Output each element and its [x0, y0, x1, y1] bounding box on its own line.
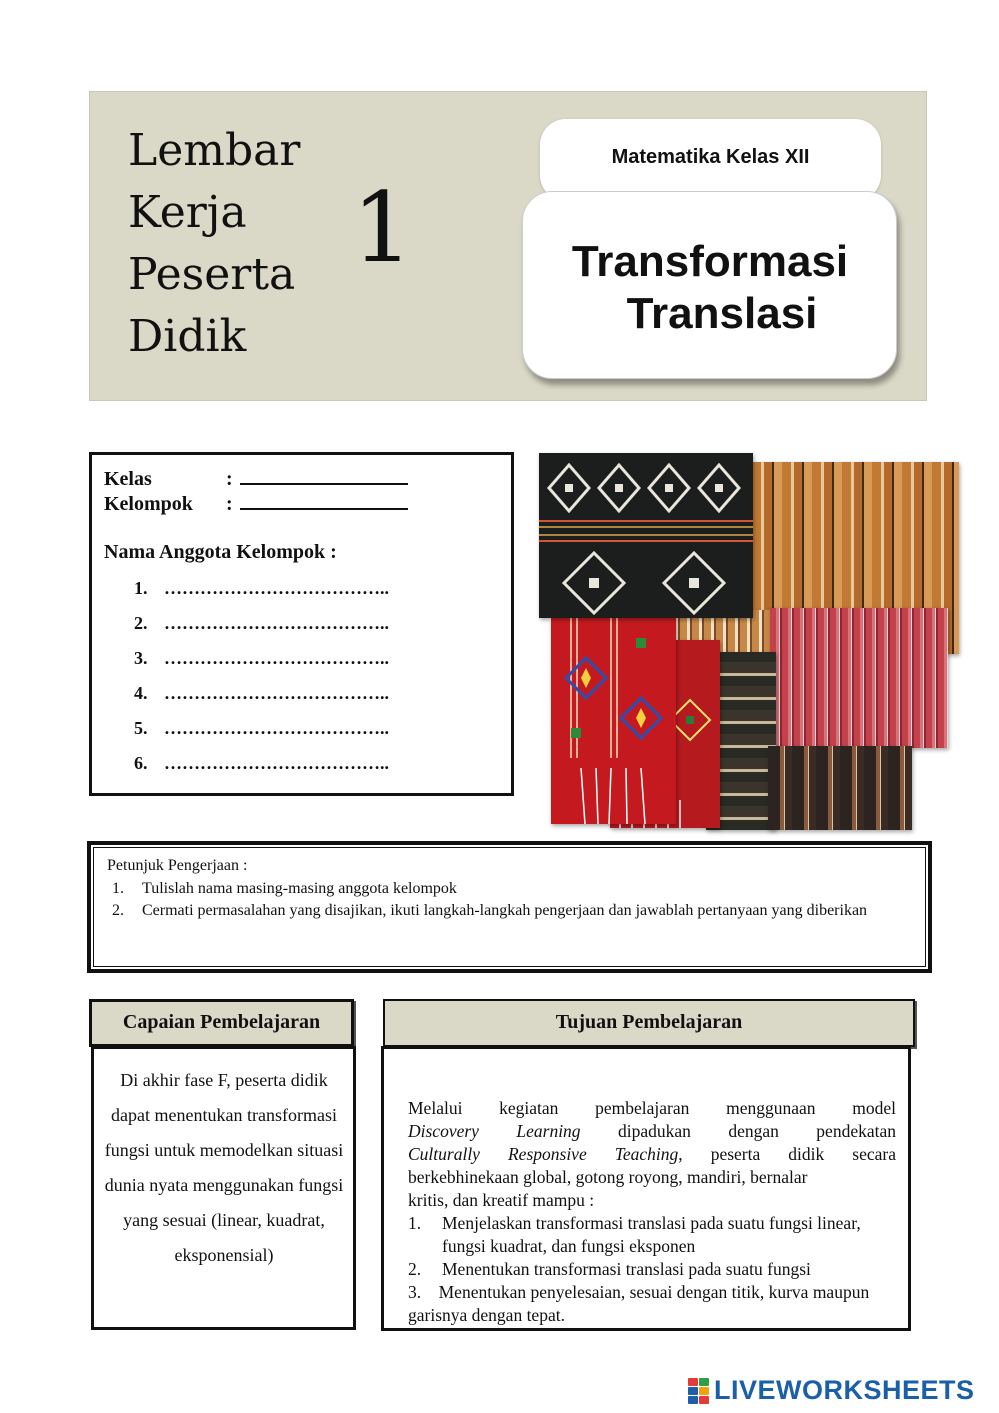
member-number: 5. [134, 718, 148, 738]
member-number: 4. [134, 683, 148, 703]
worksheet-number: 1 [352, 172, 414, 284]
kelompok-label: Kelompok [104, 493, 193, 515]
tujuan-title: Tujuan Pembelajaran [555, 1011, 743, 1033]
intro-line: kritis, dan kreatif mampu : [408, 1190, 595, 1210]
tujuan-item [408, 1258, 896, 1281]
topic-line: Transformasi [571, 237, 849, 286]
liveworksheets-logo[interactable] [688, 1375, 975, 1406]
kelas-row [104, 467, 408, 491]
tujuan-number: 2. [408, 1259, 422, 1279]
tujuan-item [408, 1212, 896, 1258]
capaian-title: Capaian Pembelajaran [122, 1011, 321, 1033]
member-number: 2. [134, 613, 148, 633]
tujuan-number: 1. [408, 1213, 422, 1233]
title-line: Lembar [128, 125, 301, 176]
instruction-number: 1. [112, 880, 124, 897]
liveworksheets-logo-icon [688, 1378, 710, 1404]
logo-block [699, 1387, 709, 1395]
logo-block [699, 1396, 709, 1404]
member-row[interactable] [134, 613, 389, 634]
tujuan-item-text [408, 1282, 869, 1325]
colon: : [226, 493, 233, 515]
topic-title [560, 236, 860, 340]
subject-label: Matematika Kelas XII [611, 146, 810, 168]
intro-rest: dipadukan dengan pendekatan [580, 1121, 896, 1141]
member-blank[interactable]: ……………………………….. [164, 683, 389, 703]
tujuan-number: 3. [408, 1282, 422, 1302]
kelompok-row [104, 492, 408, 516]
title-line: Peserta [128, 249, 296, 300]
black-ikat-textile [539, 453, 753, 618]
logo-text: LIVEWORKSHEETS [714, 1375, 975, 1405]
member-blank[interactable]: ……………………………….. [164, 718, 389, 738]
title-line: Didik [128, 311, 247, 362]
kelas-field[interactable] [240, 467, 408, 485]
capaian-text: Di akhir fase F, peserta didik dapat menentukan transformasi fungsi untuk memodelkan situasi dunia nyata menggunakan fungsi yang sesuai (linear, kuadrat, eksponensial) [104, 1070, 344, 1265]
member-blank[interactable]: ……………………………….. [164, 613, 389, 633]
brown-ikat-textile [768, 746, 912, 830]
intro-line: berkebhinekaan global, gotong royong, mandiri, bernalar [408, 1167, 808, 1187]
instruction-number: 2. [112, 902, 124, 919]
red-striped-textile [770, 608, 948, 748]
tujuan-text [408, 1097, 896, 1327]
intro-line [408, 1143, 896, 1166]
red-woven-textile [551, 618, 676, 824]
topic-line: Translasi [626, 289, 818, 338]
instruction-text: Cermati permasalahan yang disajikan, ikuti langkah-langkah pengerjaan dan jawablah pertanyaan yang diberikan [142, 902, 868, 919]
members-heading: Nama Anggota Kelompok : [104, 541, 337, 563]
member-row[interactable] [134, 718, 389, 739]
intro-line: Melalui kegiatan pembelajaran menggunaan model [408, 1098, 896, 1118]
tujuan-item-text: Menentukan transformasi translasi pada suatu fungsi [442, 1259, 811, 1279]
instructions-heading: Petunjuk Pengerjaan : [107, 857, 248, 874]
logo-block [688, 1378, 698, 1386]
title-line: Kerja [128, 187, 247, 238]
intro-rest: , peserta didik secara [678, 1144, 897, 1164]
kelas-label: Kelas [104, 468, 152, 490]
logo-block [699, 1378, 709, 1386]
tujuan-item-text: Menjelaskan transformasi translasi pada suatu fungsi linear, fungsi kuadrat, dan fungsi eksponen [442, 1213, 861, 1256]
member-number: 1. [134, 578, 148, 598]
tujuan-item-text: Menentukan penyelesaian, sesuai dengan titik, kurva maupun garisnya dengan tepat. [408, 1282, 870, 1325]
member-number: 3. [134, 648, 148, 668]
logo-block [688, 1387, 698, 1395]
instruction-item [112, 878, 912, 899]
kelompok-field[interactable] [240, 492, 408, 510]
worksheet-title [128, 120, 348, 368]
colon: : [226, 468, 233, 490]
tujuan-intro [408, 1097, 896, 1212]
instruction-item [112, 900, 912, 921]
member-blank[interactable]: ……………………………….. [164, 578, 389, 598]
tujuan-item [408, 1281, 896, 1327]
logo-block [688, 1396, 698, 1404]
member-row[interactable] [134, 683, 389, 704]
intro-line [408, 1120, 896, 1143]
member-row[interactable] [134, 753, 389, 774]
instruction-text: Tulislah nama masing-masing anggota kelompok [142, 880, 457, 897]
member-blank[interactable]: ……………………………….. [164, 648, 389, 668]
member-row[interactable] [134, 648, 389, 669]
model-name: Discovery Learning [408, 1121, 581, 1141]
approach-name: Culturally Responsive Teaching [408, 1144, 679, 1164]
member-blank[interactable]: ……………………………….. [164, 753, 389, 773]
member-number: 6. [134, 753, 148, 773]
member-row[interactable] [134, 578, 389, 599]
